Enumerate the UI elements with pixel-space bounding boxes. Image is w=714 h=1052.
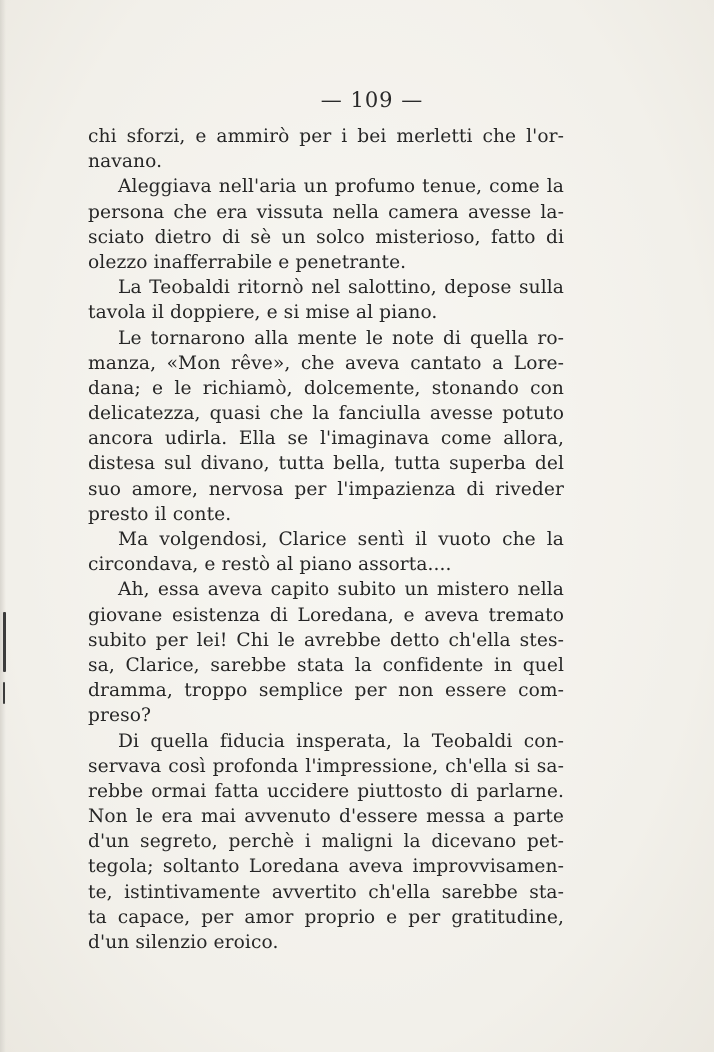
text-line: suo amore, nervosa per l'impazienza di riveder — [88, 478, 564, 500]
text-line: giovane esistenza di Loredana, e aveva tremato — [88, 604, 564, 626]
text-line: sciato dietro di sè un solco misterioso, fatto di — [88, 226, 564, 248]
text-line: rebbe ormai fatta uccidere piuttosto di parlarne. — [88, 780, 564, 802]
text-line: presto il conte. — [88, 503, 232, 525]
text-line: ancora udirla. Ella se l'imaginava come allora, — [88, 428, 564, 450]
text-line: Ma volgendosi, Clarice sentì il vuoto che la — [118, 529, 564, 550]
text-line: preso? — [88, 705, 152, 727]
text-line: Di quella fiducia insperata, la Teobaldi con- — [118, 730, 564, 752]
text-line: olezzo inafferrabile e penetrante. — [88, 251, 407, 273]
page-edge-shadow — [0, 0, 6, 1052]
text-line: servava così profonda l'impressione, ch'ella si sa- — [88, 755, 564, 777]
text-line: La Teobaldi ritornò nel salottino, depose sulla — [118, 277, 564, 299]
text-line: persona che era vissuta nella camera avesse la- — [88, 201, 564, 223]
body-text — [88, 124, 564, 955]
text-line: delicatezza, quasi che la fanciulla avesse potuto — [88, 403, 564, 425]
text-line: manza, «Mon rêve», che aveva cantato a Lore- — [88, 352, 564, 374]
text-line: tavola il doppiere, e si mise al piano. — [88, 302, 438, 324]
text-line: circondava, e restò al piano assorta.... — [88, 554, 452, 576]
text-line: ta capace, per amor proprio e per gratitudine, — [88, 906, 564, 928]
text-line: Ah, essa aveva capito subito un mistero nella — [118, 579, 564, 601]
text-line: Non le era mai avvenuto d'essere messa a parte — [88, 806, 564, 828]
text-line: Aleggiava nell'aria un profumo tenue, come la — [118, 176, 564, 198]
text-line: dramma, troppo semplice per non essere com- — [88, 680, 564, 702]
page-number: — 109 — — [320, 88, 424, 112]
text-line: tegola; soltanto Loredana aveva improvvisamen- — [88, 856, 564, 878]
text-line: d'un segreto, perchè i maligni la dicevano pet- — [88, 831, 564, 853]
text-line: dana; e le richiamò, dolcemente, stonando con — [88, 377, 564, 399]
text-line: distesa sul divano, tutta bella, tutta superba del — [88, 453, 564, 475]
text-line: te, istintivamente avvertito ch'ella sarebbe sta- — [88, 881, 564, 903]
text-line: subito per lei! Chi le avrebbe detto ch'ella stes- — [88, 629, 564, 651]
scan-margin-mark — [3, 612, 6, 672]
text-line: sa, Clarice, sarebbe stata la confidente in quel — [88, 654, 564, 676]
text-line: navano. — [88, 151, 163, 173]
text-line: Le tornarono alla mente le note di quella ro- — [118, 327, 564, 349]
scan-margin-mark — [3, 682, 5, 704]
text-line: d'un silenzio eroico. — [88, 932, 279, 953]
text-line: chi sforzi, e ammirò per i bei merletti che l'or- — [88, 126, 564, 147]
